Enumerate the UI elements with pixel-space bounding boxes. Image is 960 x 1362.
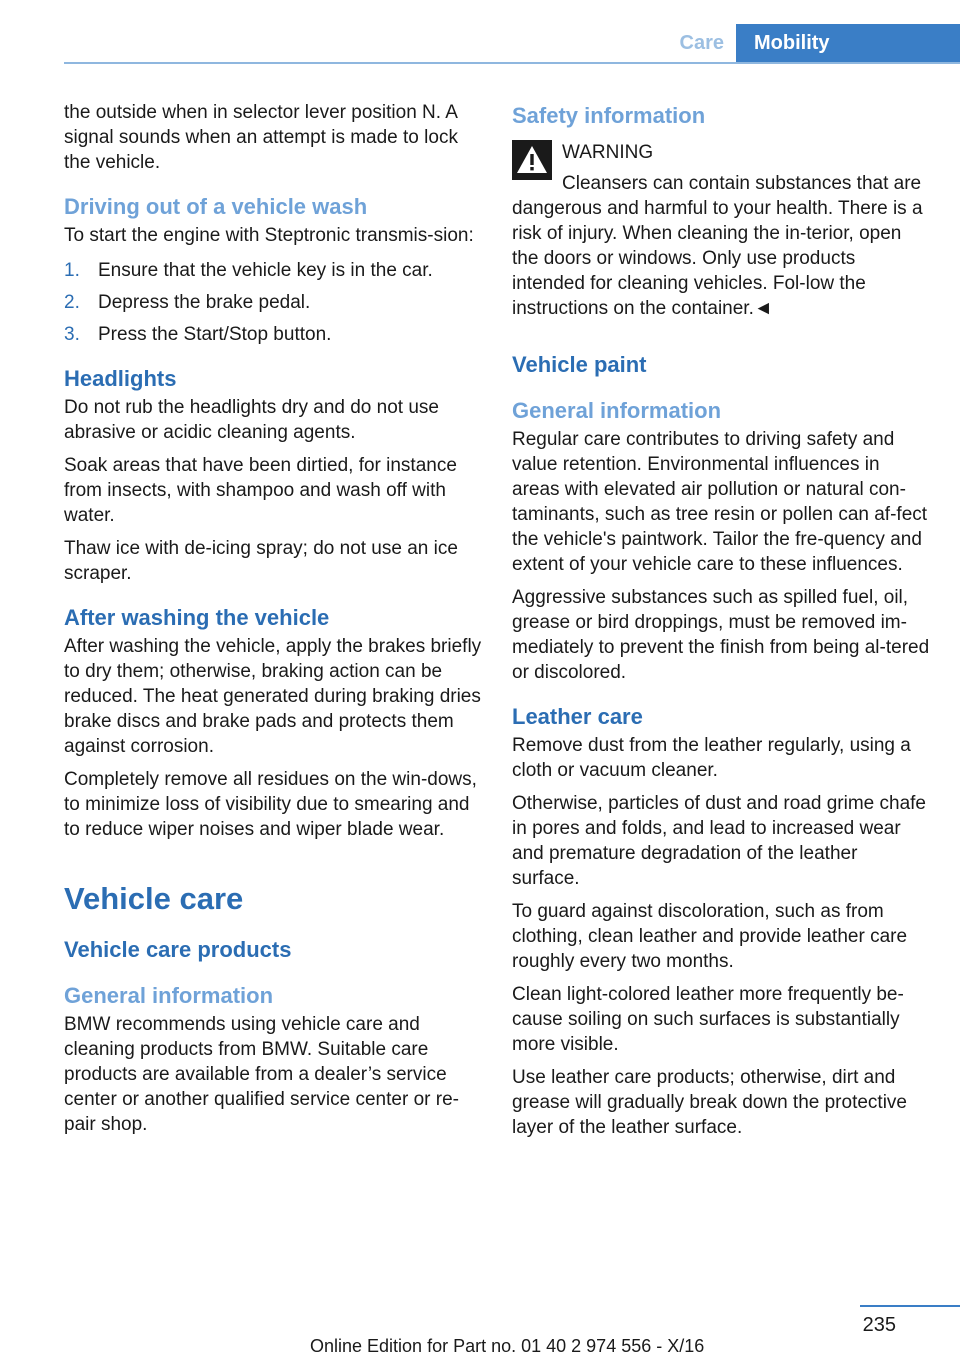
heading-safety-information: Safety information	[512, 103, 706, 128]
step-text: Ensure that the vehicle key is in the car.	[98, 260, 433, 281]
heading-vehicle-care: Vehicle care	[64, 881, 244, 916]
headlights-paragraph-3: Thaw ice with de-icing spray; do not use an ice scraper.	[64, 538, 458, 584]
step-number: 3.	[64, 324, 80, 345]
warning-triangle-icon	[512, 140, 552, 180]
leather-paragraph-3: To guard against discoloration, such as from clothing, clean leather and provide leather care roughly every two months.	[512, 901, 908, 972]
section-tab-mobility: Mobility	[736, 24, 960, 62]
start-engine-paragraph: To start the engine with Steptronic transmis-sion:	[64, 225, 474, 246]
paint-paragraph-1: Regular care contributes to driving safety and value retention. Environmental influences in areas with elevated air pollution or natural con-taminants, such as tree resin or pollen can af-fect the vehicle's paintwork. Tailor the fre-quency and extent of your vehicle care to these influences.	[512, 429, 928, 575]
leather-paragraph-1: Remove dust from the leather regularly, using a cloth or vacuum cleaner.	[512, 735, 911, 781]
list-item	[64, 258, 484, 283]
warning-text: Cleansers can contain substances that are dangerous and harmful to your health. There is a risk of injury. When cleaning the in-terior, open the doors or windows. Only use products intended for cleaning vehicles. Fol-low the instructions on the container.◄	[512, 173, 923, 319]
headlights-paragraph-1: Do not rub the headlights dry and do not use abrasive or acidic cleaning agents.	[64, 397, 439, 443]
steps-list	[64, 258, 484, 347]
leather-paragraph-4: Clean light-colored leather more frequently be-cause soiling on such surfaces is substantially more visible.	[512, 984, 904, 1055]
edition-note: Online Edition for Part no. 01 40 2 974 556 - X/16	[310, 1336, 705, 1356]
section-tab-care: Care	[679, 32, 724, 54]
leather-paragraph-2: Otherwise, particles of dust and road grime chafe in pores and folds, and lead to increased wear and premature degradation of the leather surface.	[512, 793, 926, 889]
heading-after-washing: After washing the vehicle	[64, 605, 330, 630]
heading-driving-out: Driving out of a vehicle wash	[64, 194, 368, 219]
page-number-rule	[860, 1305, 960, 1307]
warning-title: WARNING	[562, 142, 654, 163]
step-text: Press the Start/Stop button.	[98, 324, 332, 345]
warning-block	[512, 140, 930, 321]
heading-general-info-left: General information	[64, 983, 274, 1008]
after-washing-paragraph-1: After washing the vehicle, apply the brakes briefly to dry them; otherwise, braking action can be reduced. The heat generated during braking dries brake discs and brake pads and protects them against corrosion.	[64, 636, 482, 757]
list-item	[64, 322, 484, 347]
heading-care-products: Vehicle care products	[64, 937, 292, 962]
heading-leather-care: Leather care	[512, 704, 643, 729]
heading-headlights: Headlights	[64, 366, 177, 391]
right-column	[512, 100, 930, 1148]
left-column	[64, 100, 484, 1145]
bmw-recommendation-paragraph: BMW recommends using vehicle care and cleaning products from BMW. Suitable care products are available from a dealer’s service center or another qualified service center or re-pair shop.	[64, 1014, 459, 1135]
step-text: Depress the brake pedal.	[98, 292, 311, 313]
list-item	[64, 290, 484, 315]
step-number: 2.	[64, 292, 80, 313]
after-washing-paragraph-2: Completely remove all residues on the win-dows, to minimize loss of visibility due to smearing and to reduce wiper noises and wiper blade wear.	[64, 769, 477, 840]
headlights-paragraph-2: Soak areas that have been dirtied, for instance from insects, with shampoo and wash off with water.	[64, 455, 457, 526]
heading-vehicle-paint: Vehicle paint	[512, 352, 647, 377]
leather-paragraph-5: Use leather care products; otherwise, dirt and grease will gradually break down the protective layer of the leather surface.	[512, 1067, 907, 1138]
page-number: 235	[862, 1314, 896, 1336]
page-footer	[0, 1300, 960, 1362]
intro-paragraph: the outside when in selector lever position N. A signal sounds when an attempt is made to lock the vehicle.	[64, 102, 458, 173]
paint-paragraph-2: Aggressive substances such as spilled fuel, oil, grease or bird droppings, must be removed im-mediately to prevent the finish from being al-tered or discolored.	[512, 587, 930, 683]
step-number: 1.	[64, 260, 80, 281]
header-bar	[64, 24, 960, 64]
heading-general-info-right: General information	[512, 398, 722, 423]
